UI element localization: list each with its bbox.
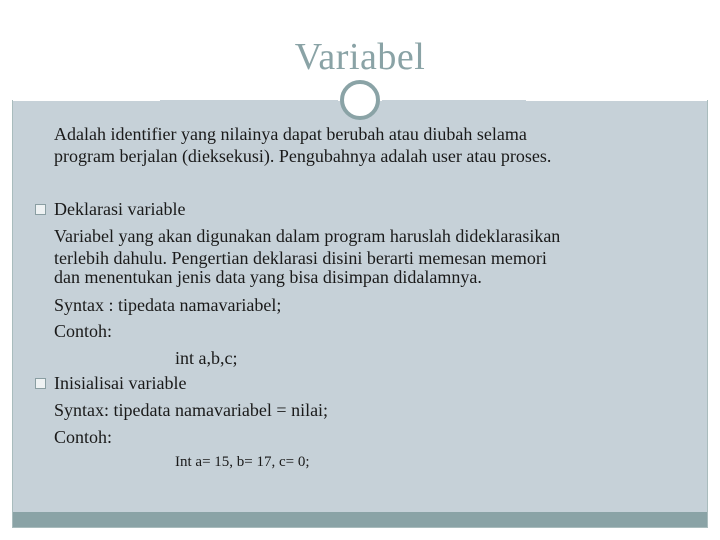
- section2-syntax: Syntax: tipedata namavariabel = nilai;: [54, 400, 329, 420]
- intro-line-1: Adalah identifier yang nilainya dapat berubah atau diubah selama: [54, 124, 527, 144]
- section2-example-label: Contoh:: [54, 427, 113, 447]
- section1-syntax: Syntax : tipedata namavariabel;: [54, 295, 282, 315]
- section2-example-code: Int a= 15, b= 17, c= 0;: [175, 454, 310, 470]
- ring-ornament-icon: [340, 80, 380, 120]
- section1-body-line-2: terlebih dahulu. Pengertian deklarasi disini berarti memesan memori: [54, 248, 547, 268]
- section1-example-code: int a,b,c;: [175, 348, 238, 368]
- intro-line-2: program berjalan (dieksekusi). Pengubahnya adalah user atau proses.: [54, 146, 552, 166]
- footer-bar: [13, 512, 707, 527]
- section1-body-line-3: dan menentukan jenis data yang bisa disimpan didalamnya.: [54, 267, 482, 287]
- bullet-square-icon: [35, 378, 46, 389]
- bullet-square-icon: [35, 204, 46, 215]
- section1-body-line-1: Variabel yang akan digunakan dalam program haruslah dideklarasikan: [54, 226, 561, 246]
- section1-heading: Deklarasi variable: [54, 199, 186, 219]
- slide-title: Variabel: [294, 36, 426, 78]
- title-divider-left: [160, 100, 338, 101]
- section1-example-label: Contoh:: [54, 321, 113, 341]
- section2-heading: Inisialisai variable: [54, 373, 187, 393]
- title-divider-right: [382, 100, 526, 101]
